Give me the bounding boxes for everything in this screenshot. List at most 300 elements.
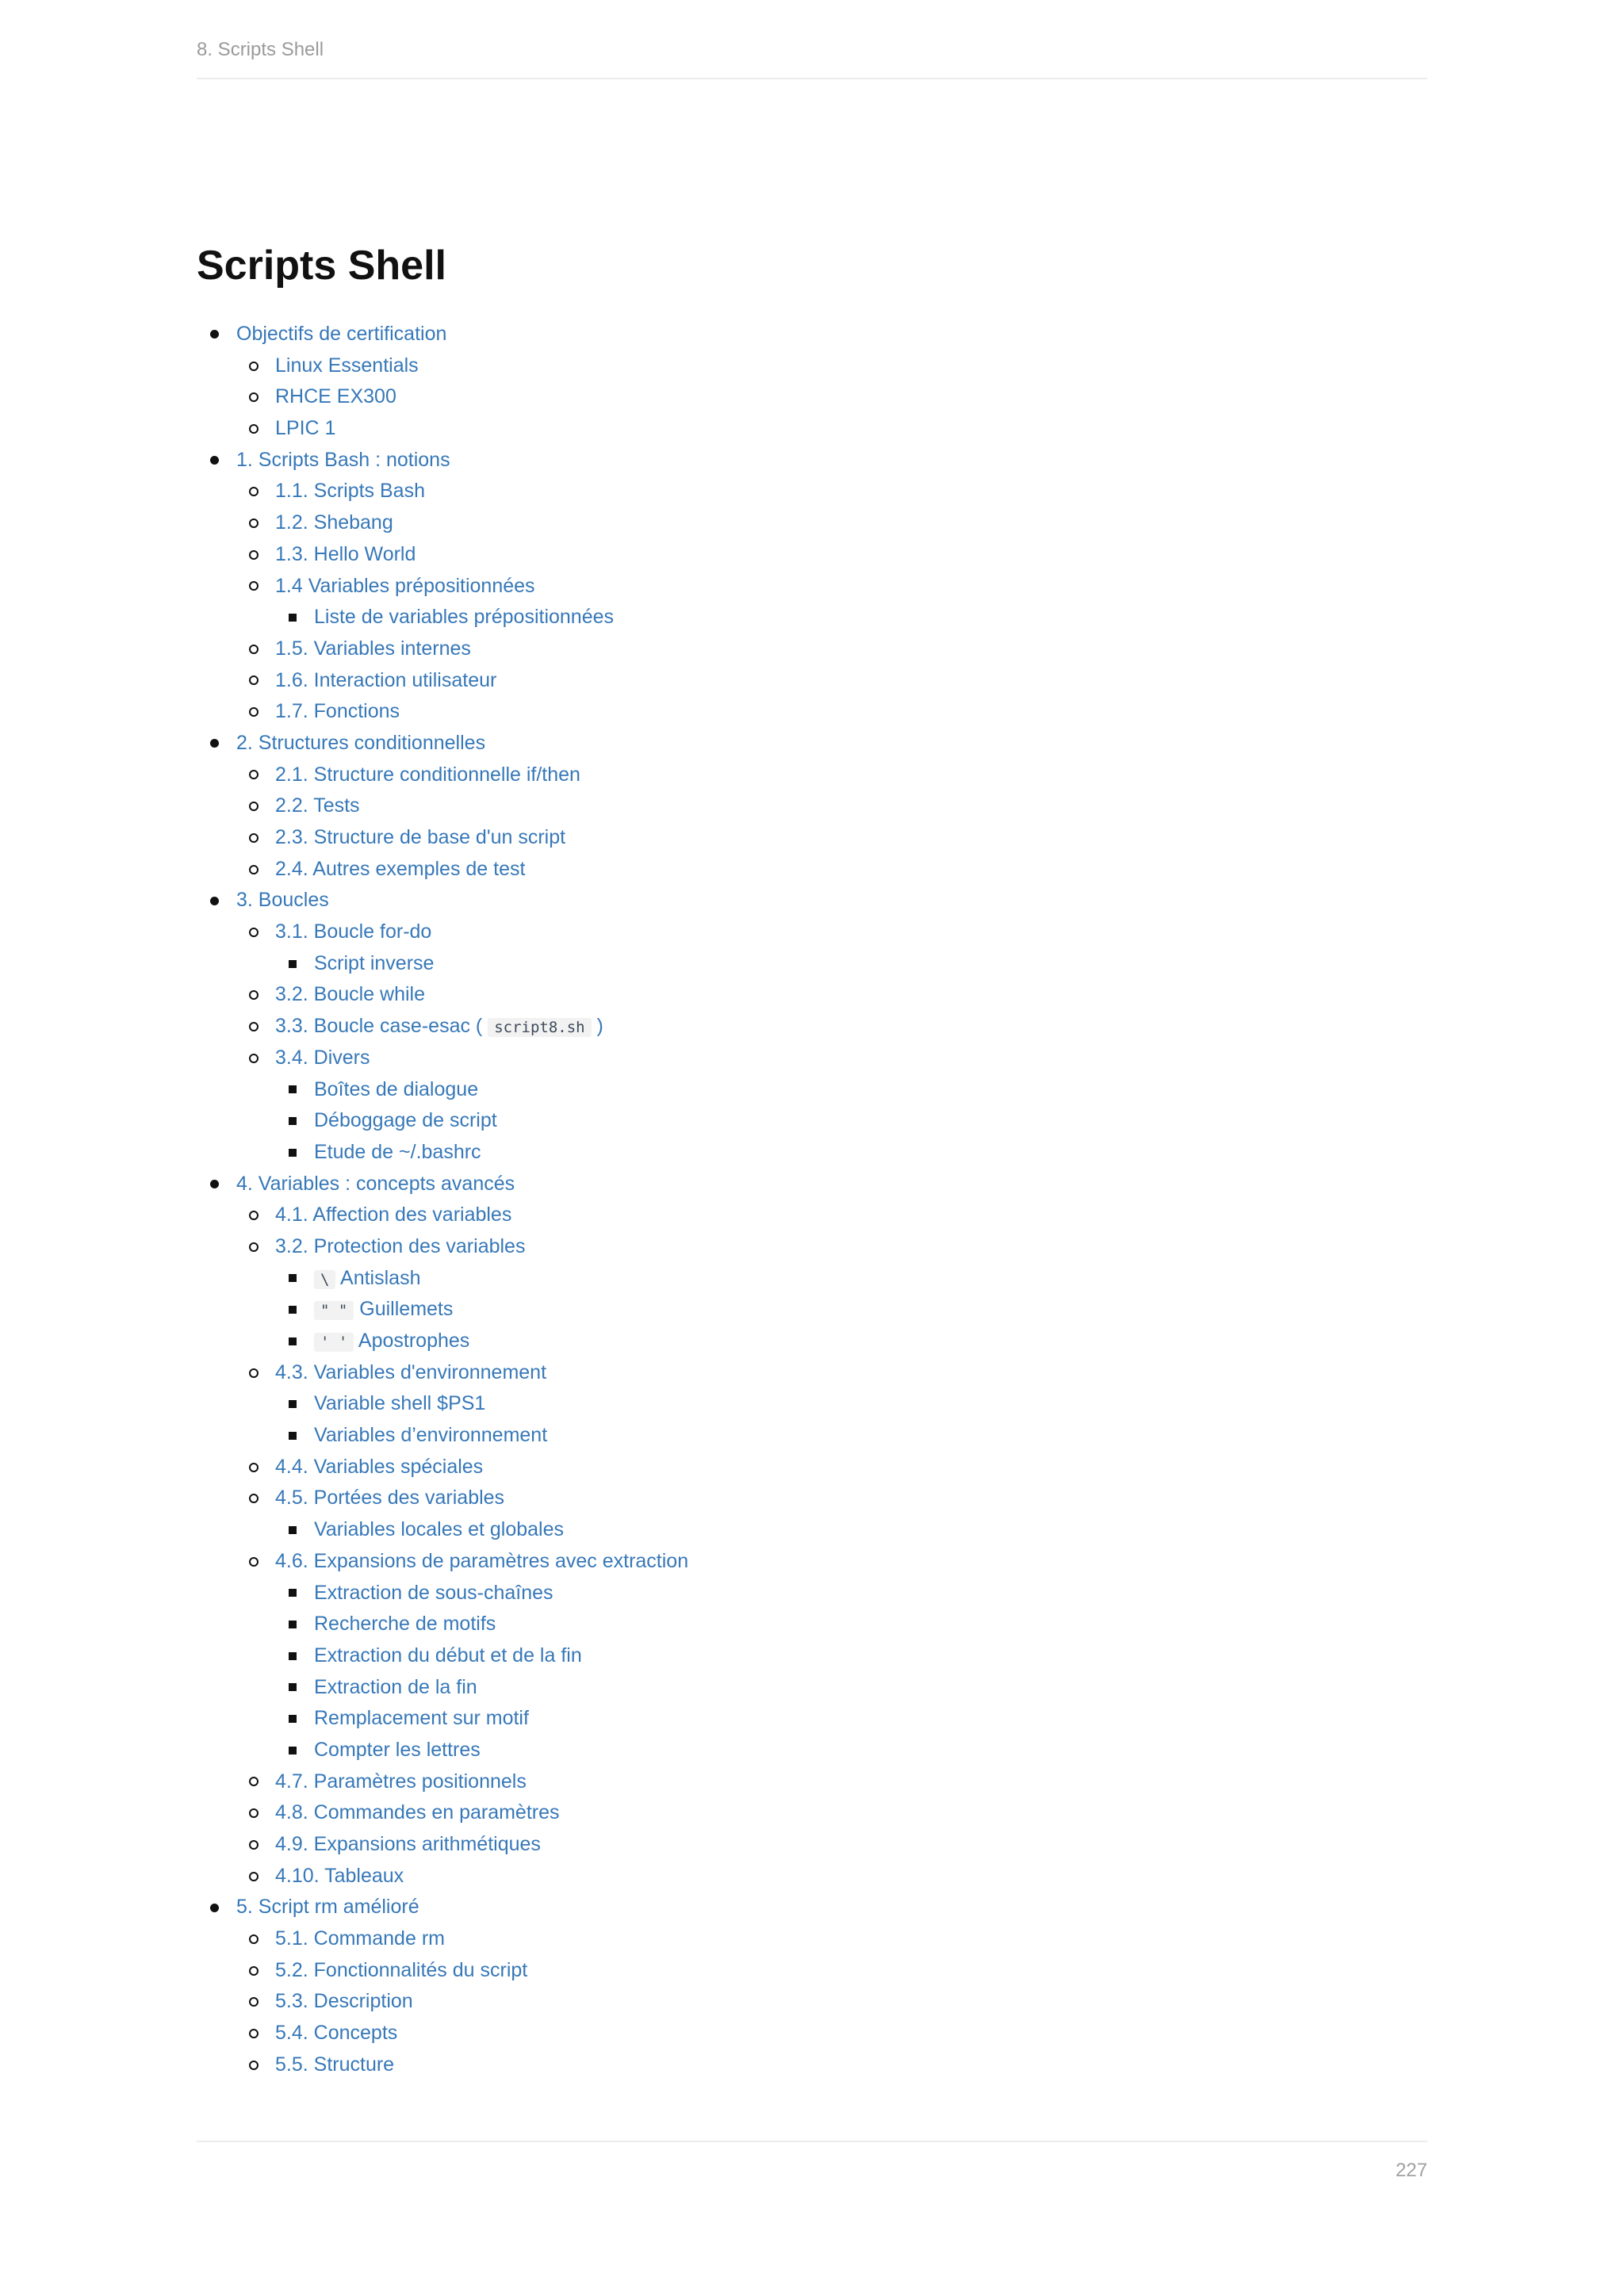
toc-link[interactable] [275,1833,541,1855]
toc-link-label: 1.2. Shebang [275,511,393,534]
toc-row [197,1452,688,1483]
toc-row [197,1231,688,1263]
toc-row [197,1200,688,1231]
toc-link[interactable] [314,1078,478,1100]
toc-row [197,633,688,665]
toc-link[interactable] [275,826,565,848]
toc-link-label: 1. Scripts Bash : notions [236,448,450,471]
toc-link[interactable] [275,1770,527,1793]
toc-row [197,1578,688,1609]
toc-row [197,381,688,413]
square-bullet-icon [289,1526,297,1534]
toc-row [197,665,688,697]
toc-row [197,1609,688,1640]
toc-row [197,1546,688,1578]
toc-link[interactable] [314,1109,497,1131]
toc-row [197,1011,688,1043]
toc-link[interactable] [236,889,329,911]
toc-link-label: 5. Script rm amélioré [236,1896,419,1919]
toc-sublist [197,1578,688,1766]
circle-bullet-icon [249,2029,259,2038]
toc-link-label: 5.4. Concepts [275,2022,398,2045]
disc-bullet-icon [210,1904,219,1912]
toc-item-level-1 [197,319,688,445]
inline-code: script8.sh [488,1018,591,1037]
circle-bullet-icon [249,1242,259,1252]
toc-item-level-3 [197,1263,688,1295]
toc-item-level-3 [197,1672,688,1704]
toc-link[interactable] [275,575,535,597]
toc-item-level-2 [197,2018,688,2049]
toc-link-label: 3.2. Boucle while [275,983,426,1006]
toc-item-level-2 [197,1043,688,1169]
square-bullet-icon [289,1337,297,1345]
toc-link[interactable] [275,1801,560,1823]
toc-link[interactable] [275,1990,413,2012]
toc-item-level-3 [197,1388,688,1420]
toc-item-level-2 [197,2049,688,2081]
toc-link-label: 1.7. Fonctions [275,700,400,723]
toc-row [197,885,688,916]
toc-link-label: LPIC 1 [275,417,336,440]
toc-link-label: Script inverse [314,951,435,974]
toc-item-level-3 [197,1074,688,1106]
toc-item-level-2 [197,381,688,413]
toc-link[interactable] [314,1644,582,1667]
disc-bullet-icon [210,897,219,905]
circle-bullet-icon [249,770,259,779]
toc-link[interactable] [275,417,335,439]
toc-link-label: 4.1. Affection des variables [275,1203,512,1226]
disc-bullet-icon [210,1180,219,1188]
toc-row [197,1388,688,1420]
toc-row [197,1735,688,1766]
circle-bullet-icon [249,865,259,874]
toc-link[interactable] [275,700,400,722]
toc-item-level-3 [197,1326,688,1357]
toc-row [197,1169,688,1200]
toc-link-label: 4.8. Commandes en paramètres [275,1801,560,1824]
toc-row [197,854,688,886]
toc-link[interactable] [275,1487,504,1509]
toc-item-level-3 [197,1640,688,1672]
toc-row [197,1263,688,1295]
toc-link-label: Etude de ~/.bashrc [314,1140,481,1163]
square-bullet-icon [289,614,297,622]
toc-row [197,1986,688,2018]
toc-item-level-2 [197,350,688,382]
circle-bullet-icon [249,550,259,560]
toc-link-label: 2. Structures conditionnelles [236,731,486,754]
chapter-title: 8. Scripts Shell [197,39,324,60]
toc-row [197,760,688,791]
toc-link-label: 5.3. Description [275,1990,413,2013]
circle-bullet-icon [249,1872,259,1881]
toc-row [197,790,688,822]
toc-item-level-2 [197,633,688,665]
circle-bullet-icon [249,802,259,811]
inline-code: " " [314,1301,354,1320]
square-bullet-icon [289,1306,297,1314]
toc-link[interactable] [275,794,360,817]
toc-item-level-2 [197,539,688,571]
toc-link-label: 3.3. Boucle case-esac ( [275,1015,483,1038]
toc-link-label: 3. Boucles [236,889,329,912]
toc-link-label: Variables locales et globales [314,1518,565,1541]
toc-link[interactable] [314,1424,547,1446]
circle-bullet-icon [249,1494,259,1503]
toc-row [197,1514,688,1546]
toc-item-level-2 [197,507,688,539]
toc-item-level-1 [197,445,688,728]
toc-link[interactable] [275,1456,483,1478]
toc-item-level-2 [197,1011,688,1043]
circle-bullet-icon [249,1022,259,1031]
toc-row [197,1829,688,1861]
toc-row [197,1766,688,1798]
toc-sublist [197,1074,688,1169]
square-bullet-icon [289,1715,297,1723]
toc-link-label: Extraction de sous-chaînes [314,1581,553,1604]
circle-bullet-icon [249,581,259,591]
circle-bullet-icon [249,1463,259,1472]
toc-link[interactable] [275,1047,370,1069]
circle-bullet-icon [249,2061,259,2070]
circle-bullet-icon [249,1997,259,2007]
toc-link[interactable] [236,1173,515,1195]
toc-sublist [197,476,688,728]
toc-item-level-1 [197,1169,688,1892]
toc-link[interactable] [314,1298,453,1320]
toc-link[interactable] [275,1865,404,1887]
toc-link[interactable] [275,669,496,691]
toc-row [197,350,688,382]
toc-item-level-3 [197,1578,688,1609]
toc-item-level-2 [197,916,688,979]
toc-item-level-3 [197,1294,688,1326]
toc-link-label: 4.10. Tableaux [275,1864,404,1887]
inline-code: ' ' [314,1333,354,1352]
toc-row [197,507,688,539]
toc-item-level-2 [197,822,688,854]
toc-link[interactable] [314,606,614,628]
circle-bullet-icon [249,519,259,528]
toc-link-label: Antislash [340,1266,421,1289]
toc-link-label: 4.5. Portées des variables [275,1487,505,1510]
toc-item-level-3 [197,1137,688,1169]
toc-link[interactable] [314,1739,481,1761]
toc-link[interactable] [275,858,525,880]
toc-row [197,602,688,633]
toc-link-label: 1.5. Variables internes [275,637,471,660]
toc-item-level-1 [197,728,688,885]
square-bullet-icon [289,1683,297,1691]
toc-row [197,979,688,1011]
toc-item-level-2 [197,1797,688,1829]
toc-link-label: Compter les lettres [314,1738,481,1761]
toc-row [197,2049,688,2081]
toc-row [197,445,688,476]
toc-link-label: 5.1. Commande rm [275,1927,445,1950]
toc-link-label: Objectifs de certification [236,323,447,345]
toc-item-level-2 [197,979,688,1011]
toc-item-level-2 [197,665,688,697]
circle-bullet-icon [249,392,259,402]
circle-bullet-icon [249,928,259,937]
toc-row [197,476,688,507]
toc-sublist [197,948,688,980]
toc-row [197,1703,688,1735]
toc-sublist [197,1263,688,1357]
toc-row [197,1420,688,1452]
circle-bullet-icon [249,1808,259,1818]
toc-link-label: RHCE EX300 [275,385,396,408]
toc-sublist [197,350,688,445]
circle-bullet-icon [249,362,259,371]
toc-link-label: 1.1. Scripts Bash [275,480,425,503]
toc-link-label: 5.2. Fonctionnalités du script [275,1958,528,1981]
toc-row [197,1043,688,1074]
toc-link-label: Déboggage de script [314,1109,497,1132]
toc-link-label: Liste de variables prépositionnées [314,606,615,629]
toc-link[interactable] [275,920,431,943]
page-header [197,36,1427,79]
square-bullet-icon [289,1117,297,1125]
toc-link-label: 5.5. Structure [275,2053,395,2076]
toc-row [197,948,688,980]
toc-sublist [197,602,688,633]
toc-item-level-2 [197,1986,688,2018]
toc-link-label: 1.6. Interaction utilisateur [275,668,497,691]
toc-item-level-3 [197,948,688,980]
toc-link-label: Remplacement sur motif [314,1707,529,1730]
toc-link-label: 1.4 Variables prépositionnées [275,574,535,597]
circle-bullet-icon [249,1368,259,1378]
table-of-contents [197,319,688,2081]
toc-row [197,916,688,948]
toc-row [197,539,688,571]
toc-item-level-2 [197,1546,688,1766]
toc-item-level-2 [197,1861,688,1892]
toc-item-level-3 [197,1609,688,1640]
square-bullet-icon [289,1085,297,1093]
toc-sublist [197,760,688,886]
toc-link[interactable] [275,480,425,502]
toc-link[interactable] [236,323,446,345]
toc-link-label: 4.9. Expansions arithmétiques [275,1833,541,1855]
toc-row [197,2018,688,2049]
toc-link-label: Variable shell $PS1 [314,1392,486,1415]
toc-item-level-2 [197,1923,688,1955]
toc-link[interactable] [314,1392,485,1414]
circle-bullet-icon [249,1934,259,1944]
toc-link[interactable] [275,2022,397,2044]
toc-link[interactable] [275,354,419,377]
toc-row [197,822,688,854]
toc-item-level-2 [197,1200,688,1231]
toc-row [197,1137,688,1169]
toc-row [197,1923,688,1955]
toc-row [197,1357,688,1389]
toc-item-level-2 [197,1829,688,1861]
toc-link[interactable] [314,1707,529,1729]
toc-item-level-1 [197,1892,688,2080]
toc-item-level-3 [197,1514,688,1546]
circle-bullet-icon [249,707,259,717]
disc-bullet-icon [210,330,219,339]
toc-row [197,1294,688,1326]
toc-link[interactable] [275,1235,525,1257]
toc-link[interactable] [314,1330,469,1352]
toc-link-label: 4.6. Expansions de paramètres avec extraction [275,1549,689,1572]
square-bullet-icon [289,1274,297,1282]
toc-item-level-2 [197,760,688,791]
toc-item-level-2 [197,1483,688,1545]
toc-link[interactable] [314,1582,553,1604]
circle-bullet-icon [249,1211,259,1220]
toc-link[interactable] [275,543,416,565]
toc-row [197,1074,688,1106]
toc-link[interactable] [275,1927,445,1950]
toc-row [197,696,688,728]
toc-link[interactable] [275,983,425,1005]
page-title: Scripts Shell [197,243,446,289]
square-bullet-icon [289,1747,297,1755]
circle-bullet-icon [249,990,259,1000]
circle-bullet-icon [249,833,259,843]
circle-bullet-icon [249,1840,259,1850]
disc-bullet-icon [210,739,219,748]
toc-row [197,1640,688,1672]
toc-item-level-3 [197,1105,688,1137]
square-bullet-icon [289,1589,297,1597]
toc-row [197,1861,688,1892]
toc-link-label: 3.1. Boucle for-do [275,920,432,943]
toc-link-label: Linux Essentials [275,354,419,377]
toc-item-level-2 [197,413,688,445]
square-bullet-icon [289,1652,297,1660]
toc-row [197,319,688,350]
toc-link[interactable] [314,1141,481,1163]
toc-link-label: 4. Variables : concepts avancés [236,1172,515,1195]
toc-link[interactable] [275,1550,688,1572]
toc-row [197,1797,688,1829]
toc-item-level-2 [197,1357,688,1452]
toc-link-label: Extraction de la fin [314,1675,477,1698]
toc-link[interactable] [275,2053,394,2076]
toc-sublist [197,916,688,1169]
toc-link-label: Variables d’environnement [314,1424,548,1447]
circle-bullet-icon [249,1557,259,1567]
toc-row [197,728,688,760]
circle-bullet-icon [249,1054,259,1063]
toc-link-label: 4.7. Paramètres positionnels [275,1770,527,1793]
inline-code: \ [314,1270,335,1289]
toc-link-label: 2.4. Autres exemples de test [275,857,526,880]
toc-link[interactable] [275,1959,527,1981]
toc-link[interactable] [275,1015,603,1037]
circle-bullet-icon [249,675,259,685]
toc-item-level-3 [197,602,688,633]
toc-link[interactable] [314,1676,477,1698]
circle-bullet-icon [249,1777,259,1786]
toc-row [197,413,688,445]
toc-row [197,1483,688,1514]
toc-sublist [197,1200,688,1892]
toc-sublist [197,1388,688,1451]
toc-link-label: 3.4. Divers [275,1046,370,1069]
toc-link-label: Recherche de motifs [314,1613,496,1636]
toc-link-label: 2.3. Structure de base d'un script [275,826,566,848]
toc-row [197,1105,688,1137]
toc-link-label: 3.2. Protection des variables [275,1234,526,1257]
toc-link[interactable] [275,511,393,534]
toc-row [197,571,688,603]
toc-item-level-2 [197,571,688,633]
toc-link[interactable] [314,1518,564,1540]
toc-link[interactable] [275,763,580,786]
toc-item-level-2 [197,854,688,886]
toc-item-level-2 [197,790,688,822]
circle-bullet-icon [249,1966,259,1976]
toc-link[interactable] [314,1613,496,1635]
square-bullet-icon [289,960,297,968]
toc-link-label: 4.4. Variables spéciales [275,1455,484,1478]
toc-row [197,1326,688,1357]
toc-link[interactable] [275,385,396,408]
toc-row [197,1672,688,1704]
toc-link[interactable] [236,732,485,754]
toc-item-level-3 [197,1420,688,1452]
square-bullet-icon [289,1400,297,1408]
circle-bullet-icon [249,487,259,496]
toc-item-level-2 [197,1766,688,1798]
toc-link-label: 1.3. Hello World [275,542,416,565]
circle-bullet-icon [249,424,259,434]
toc-link[interactable] [236,1896,419,1918]
toc-item-level-2 [197,1231,688,1357]
page-number: 227 [1395,2160,1427,2181]
square-bullet-icon [289,1149,297,1157]
toc-row [197,1892,688,1923]
toc-item-level-3 [197,1735,688,1766]
disc-bullet-icon [210,456,219,465]
toc-link-suffix: ) [596,1015,603,1038]
toc-link-label: 4.3. Variables d'environnement [275,1360,547,1383]
toc-row [197,1955,688,1987]
square-bullet-icon [289,1432,297,1440]
toc-item-level-2 [197,1955,688,1987]
toc-link[interactable] [314,952,434,974]
square-bullet-icon [289,1621,297,1628]
toc-link[interactable] [314,1267,420,1289]
toc-item-level-1 [197,885,688,1168]
toc-link-label: 2.2. Tests [275,794,360,817]
toc-link-label: Extraction du début et de la fin [314,1644,582,1667]
toc-link-label: 2.1. Structure conditionnelle if/then [275,763,580,786]
toc-link[interactable] [275,1203,511,1226]
toc-link[interactable] [275,1361,546,1383]
toc-sublist [197,1514,688,1546]
toc-item-level-2 [197,696,688,728]
page-footer-divider [197,2141,1427,2142]
toc-link[interactable] [275,637,471,660]
toc-item-level-3 [197,1703,688,1735]
toc-link-label: Guillemets [359,1298,454,1321]
toc-link-label: Boîtes de dialogue [314,1077,479,1100]
toc-item-level-2 [197,476,688,507]
toc-link[interactable] [236,449,450,471]
